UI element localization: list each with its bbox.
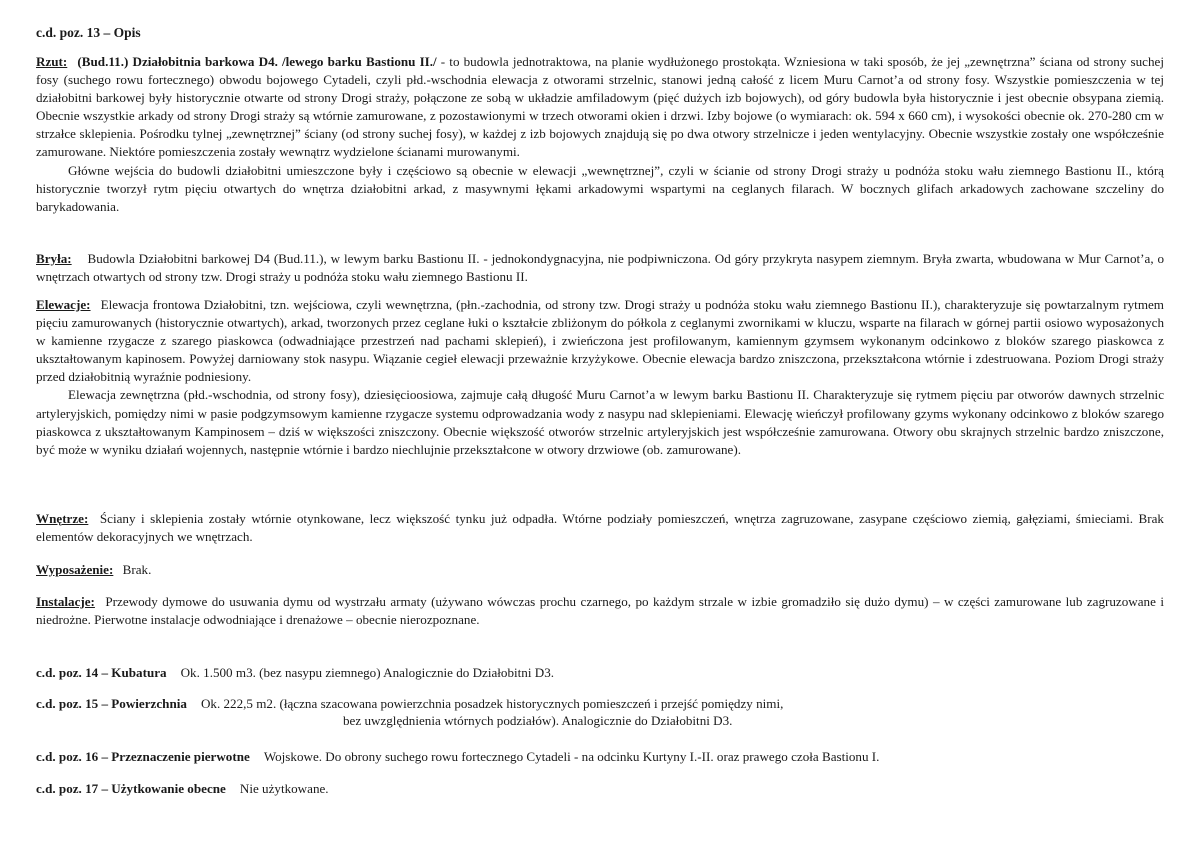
item-key: c.d. poz. 16 – Przeznaczenie pierwotne bbox=[36, 749, 250, 764]
item-key: c.d. poz. 15 – Powierzchnia bbox=[36, 696, 187, 711]
item-value: Nie użytkowane. bbox=[239, 781, 329, 796]
item-value: Ok. 222,5 m2. (łączna szacowana powierzchnia posadzek historycznych pomieszczeń i przejść pomiędzy nimi, bbox=[200, 696, 784, 711]
item-powierzchnia bbox=[36, 695, 783, 713]
label-instalacje: Instalacje: bbox=[36, 594, 95, 609]
item-value: Wojskowe. Do obrony suchego rowu fortecznego Cytadeli - na odcinku Kurtyny I.-II. oraz prawego czoła Bastionu I. bbox=[263, 749, 880, 764]
section-elewacje bbox=[36, 296, 1164, 459]
section-heading: c.d. poz. 13 – Opis bbox=[36, 25, 141, 40]
rzut-text: - to budowla jednotraktowa, na planie wydłużonego prostokąta. Wzniesiona w taki sposób, że jej „zewnętrzna” ściana od strony suchej fosy (suchego rowu fortecznego) obwodu bojowego Cytadeli, czyli płd.-wschodnia elewacja z otworami strzelnic, stanowi jedną całość z licem Muru Carnot’a od strony fosy. Wszystkie pomieszczenia w tej działobitni barkowej były historycznie otwarte od strony Drogi straży, połączone ze sobą w układzie amfiladowym (pięć dużych izb bojowych), od góry budowla była historycznie i jest obecnie obsypana ziemią. Obecnie wszystkie arkady od strony Drogi straży są wtórnie zamurowane, z pozostawionymi w trzech otworami okien i drzwi. Izby bojowe (o wymiarach: ok. 594 x 660 cm), i wysokości obecnie ok. 270-280 cm w strzałce sklepienia. Pośrodku tylnej „zewnętrznej” ściany (od strony suchej fosy), w każdej z izb bojowych znajdują się po dwa otwory strzelnicze i jeden wentylacyjny. Obecnie wszystkie zostały one współcześnie zamurowane. Niektóre pomieszczenia zostały wewnątrz wydzielone ścianami murowanymi. bbox=[36, 54, 1164, 160]
item-uzytkowanie bbox=[36, 780, 329, 798]
section-wyposazenie bbox=[36, 561, 1164, 579]
item-key: c.d. poz. 17 – Użytkowanie obecne bbox=[36, 781, 226, 796]
label-elewacje: Elewacje: bbox=[36, 297, 91, 312]
rzut-title: (Bud.11.) Działobitnia barkowa D4. /lewego barku Bastionu II./ bbox=[77, 54, 437, 69]
elewacje-text: Elewacja frontowa Działobitni, tzn. wejściowa, czyli wewnętrzna, (płn.-zachodnia, od strony tzw. Drogi straży u podnóża stoku wału ziemnego Bastionu II.), charakteryzuje się powtarzalnym rytmem pięciu zamurowanych (historycznie otwartych), arkad, tworzonych przez ceglane łuki o kształcie zbliżonym do półkola z ceglanymi zwornikami w kluczu, wsparte na filarach w górnej partii osiowo wyposażonych w kamienne rzygacze z szarego piaskowca (odwadniające przestrzeń nad pachami sklepień), i zwieńczona jest profilowanym, kamiennym gzymsem wykonanym odcinkowo z bloków szarego piaskowca z ukształtowanym kapinosem. Powyżej darniowany stok nasypu. Wiązanie cegieł elewacji przeważnie krzyżykowe. Obecnie elewacja bardzo zniszczona, przekształcona wtórnie i zdestruowana. Poziom Drogi straży przed działobitnią wyraźnie podniesiony. bbox=[36, 297, 1164, 385]
section-wnetrze bbox=[36, 510, 1164, 546]
bryla-text: Budowla Działobitni barkowej D4 (Bud.11.), w lewym barku Bastionu II. - jednokondygnacyjna, nie podpiwniczona. Od góry przykryta nasypem ziemnym. Bryła zwarta, wbudowana w Mur Carnot’a, o wnętrzach otwartych od strony tzw. Drogi straży u podnóża stoku wału ziemnego Bastionu II. bbox=[36, 251, 1164, 285]
item-kubatura bbox=[36, 664, 554, 682]
elewacje-paragraph-2: Elewacja zewnętrzna (płd.-wschodnia, od strony fosy), dziesięcioosiowa, zajmuje całą długość Muru Carnot’a w lewym barku Bastionu II. Charakteryzuje się rytmem pięciu par otworów dawnych strzelnic artyleryjskich, pomiędzy nimi w pasie podgzymsowym kamienne rzygacze systemu odprowadzania wody z nasypu nad sklepieniami. Elewację wieńczył profilowany gzyms wykonany odcinkowo z bloków szarego piaskowca z ukształtowanym Kampinosem – dziś w większości zniszczony. Obecnie większość otworów strzelnic artyleryjskich jest współcześnie zamurowana. Otwory obu skrajnych strzelnic bardzo zniszczone, być może w wyniku działań wojennych, następnie wtórnie i bardzo niechlujnie przekształcone w otwory drzwiowe (ob. zamurowane). bbox=[36, 387, 1164, 457]
label-wnetrze: Wnętrze: bbox=[36, 511, 89, 526]
instalacje-text: Przewody dymowe do usuwania dymu od wystrzału armaty (używano wówczas prochu czarnego, po każdym strzale w izbie gromadziło się dużo dymu) – w części zamurowane lub zagruzowane i niedrożne. Pierwotne instalacje odwodniające i drenażowe – obecnie nierozpoznane. bbox=[36, 594, 1164, 628]
item-key: c.d. poz. 14 – Kubatura bbox=[36, 665, 167, 680]
item-powierzchnia-continued: bez uwzględnienia wtórnych podziałów). Analogicznie do Działobitni D3. bbox=[343, 713, 733, 728]
section-bryla bbox=[36, 250, 1164, 286]
item-value: Ok. 1.500 m3. (bez nasypu ziemnego) Analogicznie do Działobitni D3. bbox=[180, 665, 555, 680]
label-bryla: Bryła: bbox=[36, 251, 72, 266]
wnetrze-text: Ściany i sklepienia zostały wtórnie otynkowane, lecz większość tynku już odpadła. Wtórne podziały pomieszczeń, wnętrza zagruzowane, zasypane częściowo ziemią, gałęziami, śmieciami. Brak elementów dekoracyjnych we wnętrzach. bbox=[36, 511, 1164, 545]
wyposazenie-text: Brak. bbox=[122, 562, 152, 577]
label-wyposazenie: Wyposażenie: bbox=[36, 562, 114, 577]
label-rzut: Rzut: bbox=[36, 54, 68, 69]
rzut-paragraph-2: Główne wejścia do budowli działobitni umieszczone były i częściowo są obecnie w elewacji „wewnętrznej”, czyli w ścianie od strony Drogi straży u podnóża stoku wału ziemnego Bastionu II., którą historycznie tworzył rytm pięciu otwartych do wnętrza działobitni arkad, z masywnymi łękami arkadowymi wspartymi na ceglanych filarach. W bocznych glifach arkadowych zachowane szczeliny do barykadowania. bbox=[36, 162, 1164, 214]
section-instalacje bbox=[36, 593, 1164, 629]
section-rzut bbox=[36, 53, 1164, 216]
item-przeznaczenie bbox=[36, 748, 879, 766]
